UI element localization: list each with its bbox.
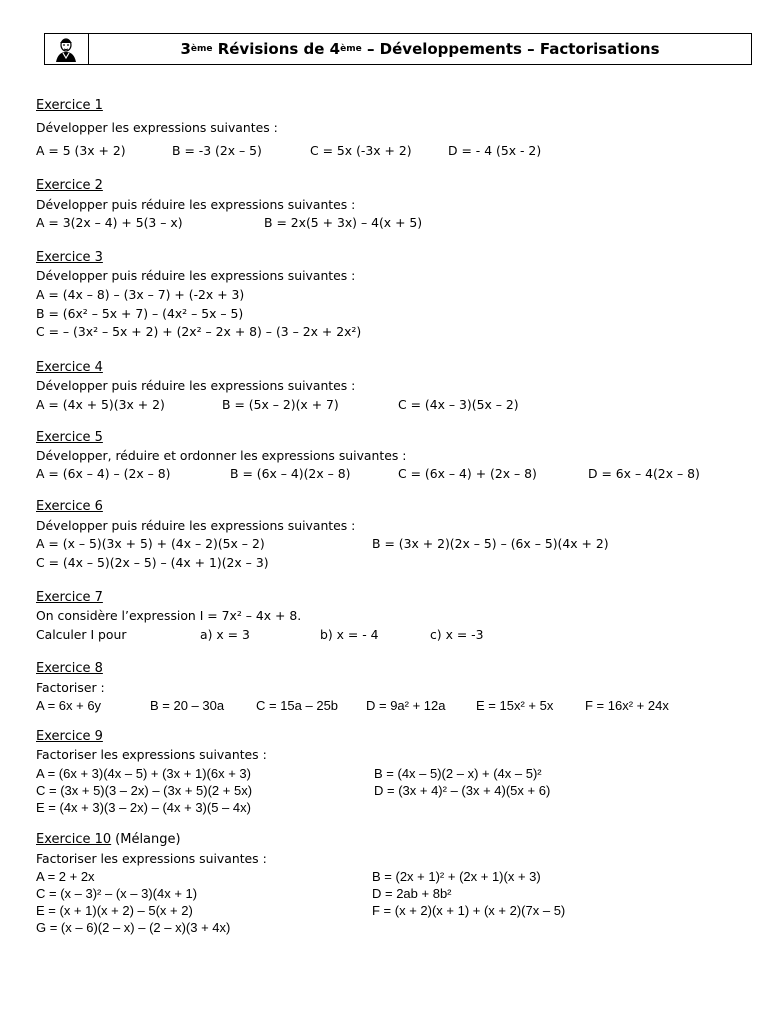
exercise-7-calc-label: Calculer I pour <box>36 627 127 642</box>
exercise-8-item-d: D = 9a² + 12a <box>366 698 446 713</box>
exercise-8-title: Exercice 8 <box>36 661 103 676</box>
exercise-3-title: Exercice 3 <box>36 250 103 265</box>
exercise-6-item-c: C = (4x – 5)(2x – 5) – (4x + 1)(2x – 3) <box>36 555 269 570</box>
exercise-1-item-a: A = 5 (3x + 2) <box>36 143 126 158</box>
exercise-7-title: Exercice 7 <box>36 590 103 605</box>
exercise-2-item-b: B = 2x(5 + 3x) – 4(x + 5) <box>264 215 423 230</box>
exercise-4-instruction: Développer puis réduire les expressions suivantes : <box>36 378 356 393</box>
exercise-4-item-b: B = (5x – 2)(x + 7) <box>222 397 339 412</box>
exercise-5-item-c: C = (6x – 4) + (2x – 8) <box>398 466 537 481</box>
exercise-2-item-a: A = 3(2x – 4) + 5(3 – x) <box>36 215 183 230</box>
exercise-4-item-a: A = (4x + 5)(3x + 2) <box>36 397 165 412</box>
exercise-9-item-e: E = (4x + 3)(3 – 2x) – (4x + 3)(5 – 4x) <box>36 800 251 815</box>
exercise-7-item-c: c) x = -3 <box>430 627 484 642</box>
exercise-8-item-b: B = 20 – 30a <box>150 698 225 713</box>
exercise-2-instruction: Développer puis réduire les expressions suivantes : <box>36 197 356 212</box>
exercise-1-item-c: C = 5x (-3x + 2) <box>310 143 412 158</box>
exercise-1-item-b: B = -3 (2x – 5) <box>172 143 262 158</box>
exercise-8-item-c: C = 15a – 25b <box>256 698 339 713</box>
portrait-logo <box>53 36 79 62</box>
exercise-1-instruction: Développer les expressions suivantes : <box>36 120 278 135</box>
exercise-1-item-d: D = - 4 (5x - 2) <box>448 143 542 158</box>
exercise-9-item-b: B = (4x – 5)(2 – x) + (4x – 5)² <box>374 766 542 781</box>
exercise-10-title: Exercice 10 (Mélange) <box>36 832 181 847</box>
exercise-10-item-f: F = (x + 2)(x + 1) + (x + 2)(7x – 5) <box>372 903 566 918</box>
exercise-3-item-b: B = (6x² – 5x + 7) – (4x² – 5x – 5) <box>36 306 244 321</box>
exercise-3-item-c: C = – (3x² – 5x + 2) + (2x² – 2x + 8) – (3 – 2x + 2x²) <box>36 324 362 339</box>
exercise-9-item-d: D = (3x + 4)² – (3x + 4)(5x + 6) <box>374 783 551 798</box>
exercise-3-item-a: A = (4x – 8) – (3x – 7) + (-2x + 3) <box>36 287 245 302</box>
exercise-8-item-a: A = 6x + 6y <box>36 698 102 713</box>
exercise-10-item-a: A = 2 + 2x <box>36 869 95 884</box>
exercise-10-item-g: G = (x – 6)(2 – x) – (2 – x)(3 + 4x) <box>36 920 231 935</box>
exercise-8-item-f: F = 16x² + 24x <box>585 698 669 713</box>
exercise-5-item-a: A = (6x – 4) – (2x – 8) <box>36 466 171 481</box>
exercise-4-title: Exercice 4 <box>36 360 103 375</box>
exercise-10-item-e: E = (x + 1)(x + 2) – 5(x + 2) <box>36 903 193 918</box>
exercise-1-title: Exercice 1 <box>36 98 103 113</box>
exercise-9-title: Exercice 9 <box>36 729 103 744</box>
exercise-5-instruction: Développer, réduire et ordonner les expressions suivantes : <box>36 448 407 463</box>
exercise-9-item-a: A = (6x + 3)(4x – 5) + (3x + 1)(6x + 3) <box>36 766 251 781</box>
exercise-10-instruction: Factoriser les expressions suivantes : <box>36 851 267 866</box>
exercise-5-item-d: D = 6x – 4(2x – 8) <box>588 466 700 481</box>
exercise-10-note: (Mélange) <box>115 832 181 847</box>
exercise-7-item-b: b) x = - 4 <box>320 627 379 642</box>
exercise-6-item-a: A = (x – 5)(3x + 5) + (4x – 2)(5x – 2) <box>36 536 265 551</box>
exercise-10-item-c: C = (x – 3)² – (x – 3)(4x + 1) <box>36 886 198 901</box>
exercise-9-instruction: Factoriser les expressions suivantes : <box>36 747 267 762</box>
exercise-6-title: Exercice 6 <box>36 499 103 514</box>
exercise-10-item-d: D = 2ab + 8b² <box>372 886 452 901</box>
exercise-8-instruction: Factoriser : <box>36 680 105 695</box>
exercise-7-instruction: On considère l’expression I = 7x² – 4x + 8. <box>36 608 302 623</box>
exercise-8-item-e: E = 15x² + 5x <box>476 698 554 713</box>
header-box <box>44 33 752 65</box>
exercise-2-title: Exercice 2 <box>36 178 103 193</box>
logo-cell <box>45 34 89 64</box>
exercise-4-item-c: C = (4x – 3)(5x – 2) <box>398 397 519 412</box>
exercise-7-item-a: a) x = 3 <box>200 627 250 642</box>
exercise-10-item-b: B = (2x + 1)² + (2x + 1)(x + 3) <box>372 869 541 884</box>
exercise-6-instruction: Développer puis réduire les expressions suivantes : <box>36 518 356 533</box>
exercise-5-title: Exercice 5 <box>36 430 103 445</box>
exercise-5-item-b: B = (6x – 4)(2x – 8) <box>230 466 351 481</box>
exercise-6-item-b: B = (3x + 2)(2x – 5) – (6x – 5)(4x + 2) <box>372 536 609 551</box>
page-title: 3 ème Révisions de 4 ème – Développements – Factorisations <box>180 40 660 58</box>
exercise-3-instruction: Développer puis réduire les expressions suivantes : <box>36 268 356 283</box>
exercise-9-item-c: C = (3x + 5)(3 – 2x) – (3x + 5)(2 + 5x) <box>36 783 253 798</box>
